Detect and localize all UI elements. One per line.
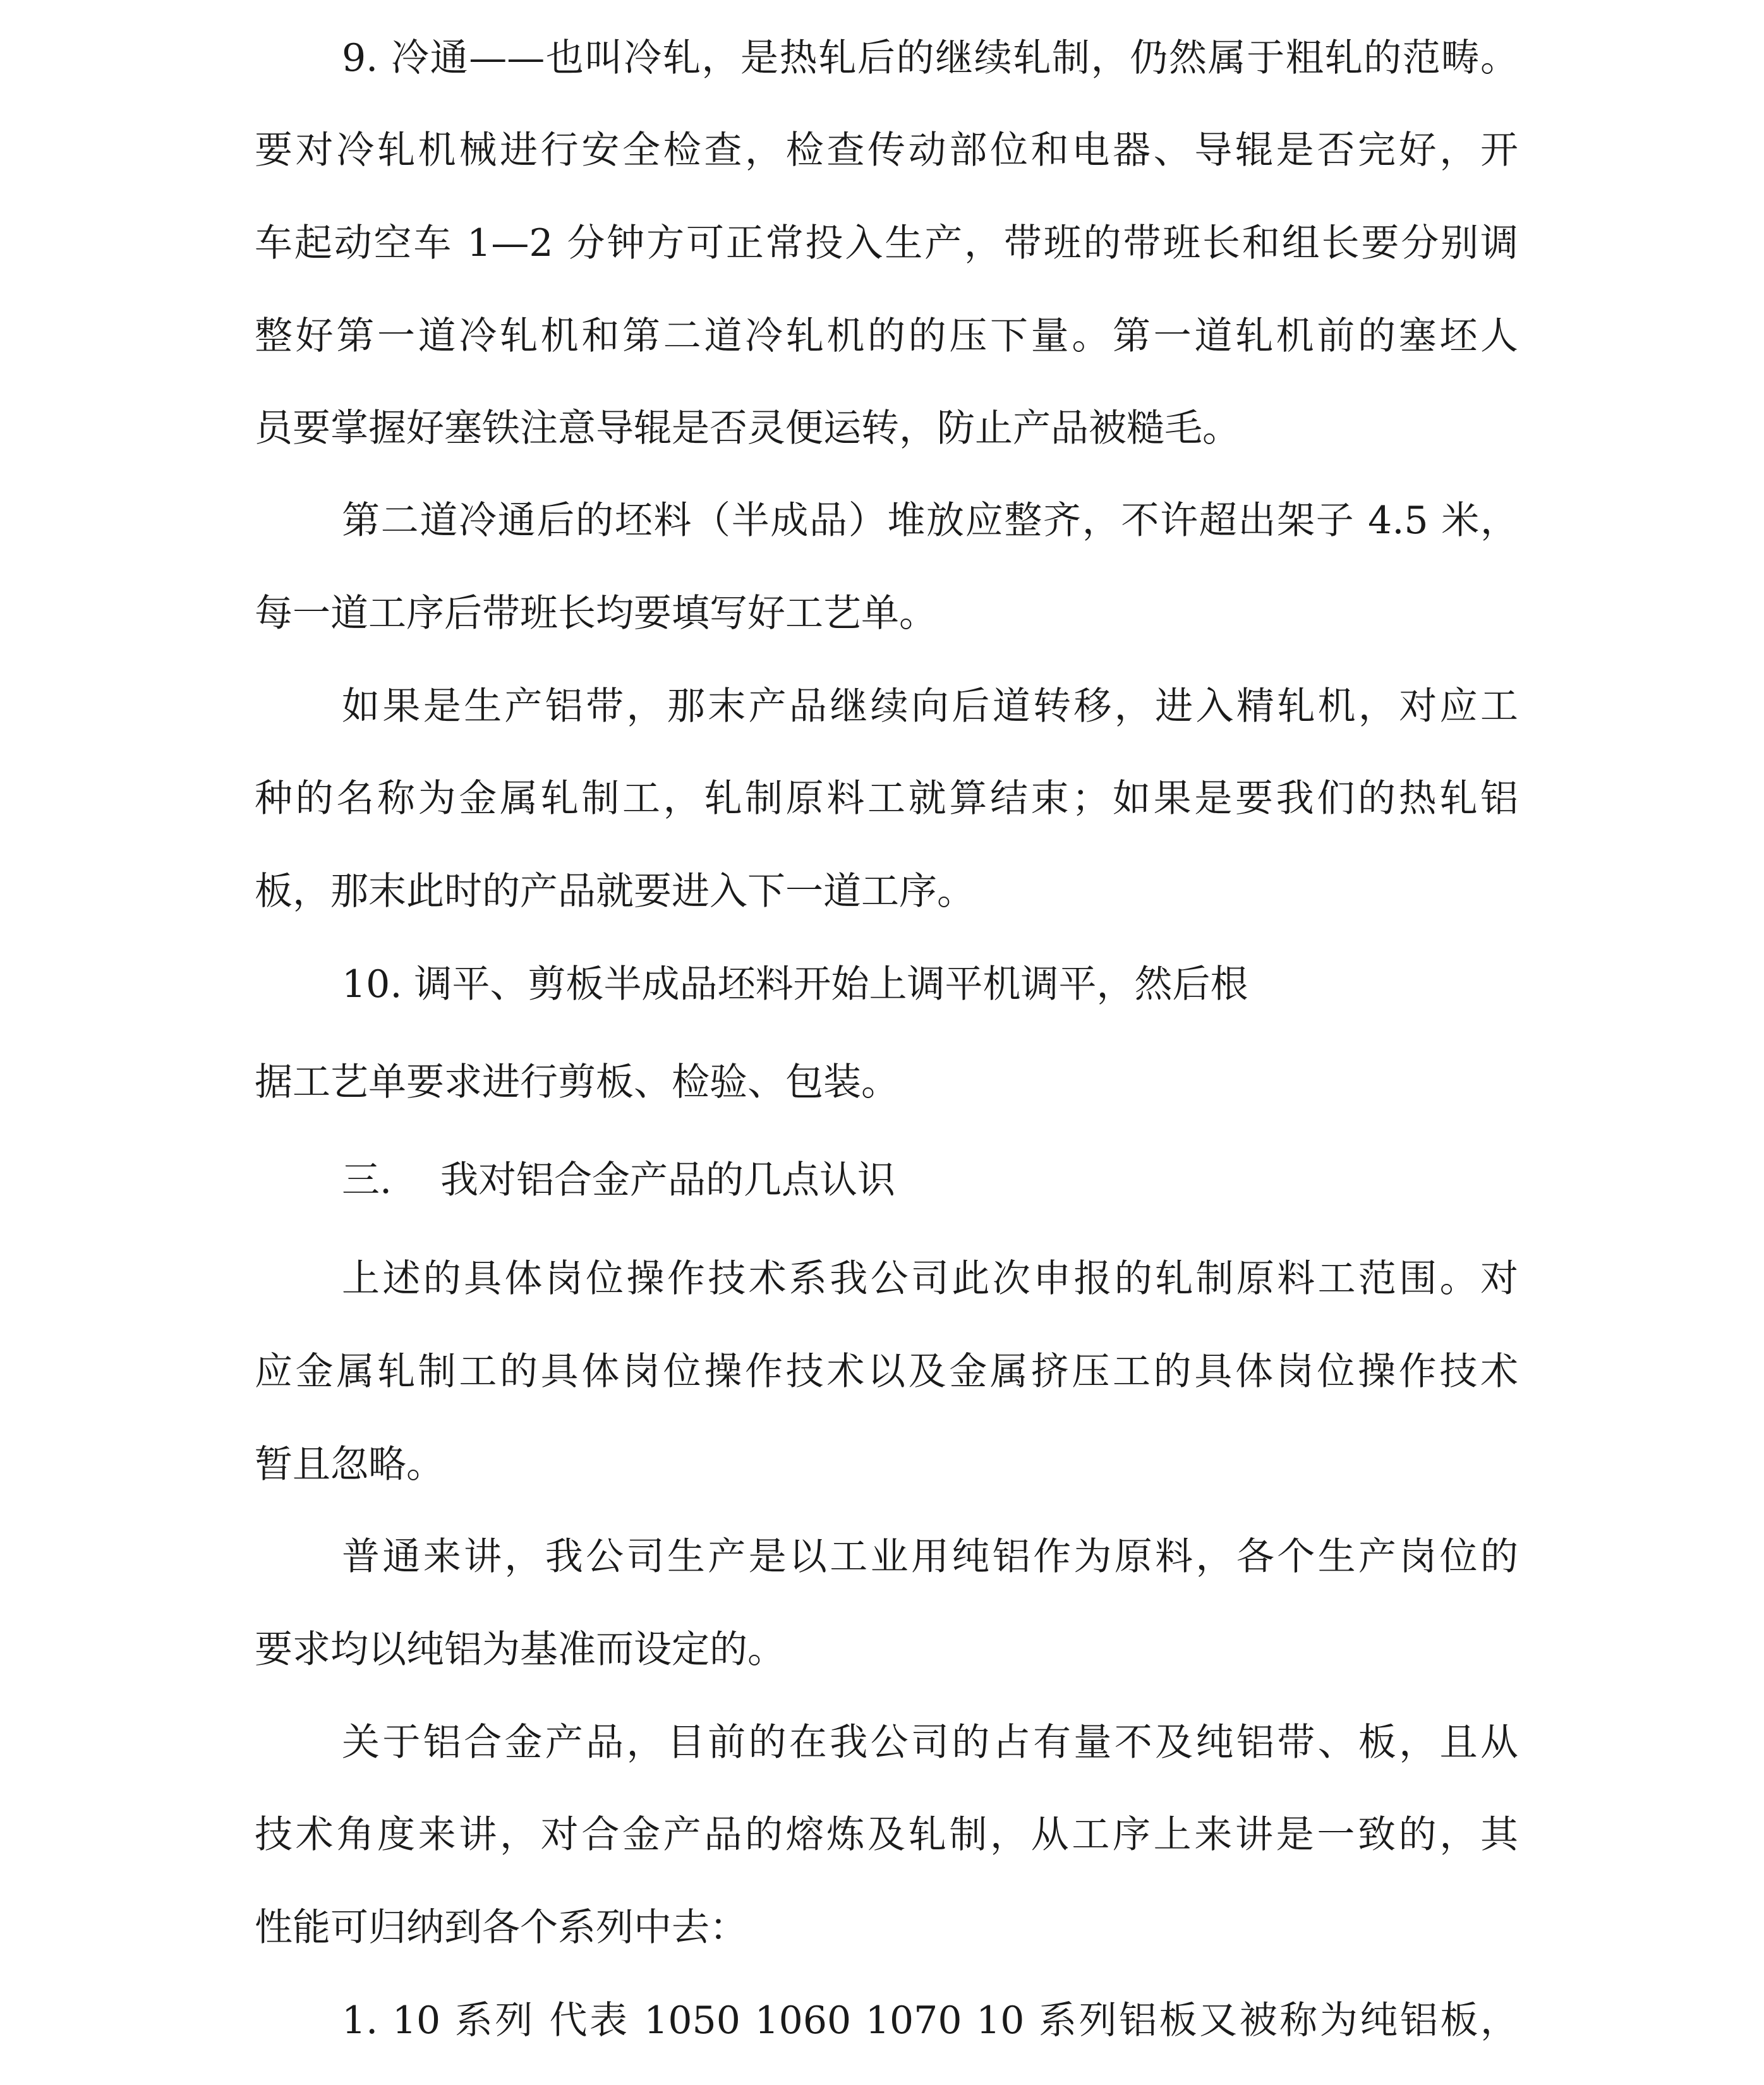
paragraph-alloy-line-3: 性能可归纳到各个系列中去： <box>255 1906 747 1950</box>
paragraph-alloy-line-2: 技术角度来讲，对合金产品的熔炼及轧制，从工序上来讲是一致的，其 <box>255 1813 1518 1857</box>
paragraph-10-line-2: 据工艺单要求进行剪板、检验、包装。 <box>255 1060 899 1104</box>
paragraph-9-line-1: 9. 冷通——也叫冷轧，是热轧后的继续轧制，仍然属于粗轧的范畴。 <box>342 36 1518 80</box>
paragraph-scope-line-3: 暂且忽略。 <box>255 1442 444 1487</box>
section-title: 我对铝合金产品的几点认识 <box>440 1158 895 1202</box>
section-heading <box>342 1155 895 1206</box>
paragraph-9-line-3: 车起动空车 1—2 分钟方可正常投入生产，带班的带班长和组长要分别调 <box>255 221 1518 265</box>
paragraph-stacking-line-1: 第二道冷通后的坯料（半成品）堆放应整齐，不许超出架子 4.5 米， <box>342 499 1518 543</box>
paragraph-10-line-1: 10. 调平、剪板半成品坯料开始上调平机调平，然后根 <box>342 962 1248 1006</box>
section-number: 三. <box>342 1158 392 1202</box>
list-item-1: 1. 10 系列 代表 1050 1060 1070 10 系列铝板又被称为纯铝板， <box>342 1998 1518 2043</box>
paragraph-9-line-5: 员要掌握好塞铁注意导辊是否灵便运转，防止产品被糙毛。 <box>255 406 1240 450</box>
paragraph-strip-line-3: 板，那末此时的产品就要进入下一道工序。 <box>255 869 975 914</box>
paragraph-scope-line-2: 应金属轧制工的具体岗位操作技术以及金属挤压工的具体岗位操作技术 <box>255 1350 1518 1394</box>
paragraph-strip-line-2: 种的名称为金属轧制工，轧制原料工就算结束；如果是要我们的热轧铝 <box>255 777 1518 821</box>
paragraph-scope-line-1: 上述的具体岗位操作技术系我公司此次申报的轧制原料工范围。对 <box>342 1257 1518 1301</box>
paragraph-strip-line-1: 如果是生产铝带，那末产品继续向后道转移，进入精轧机，对应工 <box>342 684 1518 728</box>
paragraph-9-line-4: 整好第一道冷轧机和第二道冷轧机的的压下量。第一道轧机前的塞坯人 <box>255 314 1518 358</box>
paragraph-alloy-line-1: 关于铝合金产品，目前的在我公司的占有量不及纯铝带、板，且从 <box>342 1720 1518 1765</box>
paragraph-general-line-2: 要求均以纯铝为基准而设定的。 <box>255 1628 785 1672</box>
paragraph-general-line-1: 普通来讲，我公司生产是以工业用纯铝作为原料，各个生产岗位的 <box>342 1535 1518 1579</box>
paragraph-stacking-line-2: 每一道工序后带班长均要填写好工艺单。 <box>255 591 937 636</box>
paragraph-9-line-2: 要对冷轧机械进行安全检查，检查传动部位和电器、导辊是否完好，开 <box>255 128 1518 172</box>
